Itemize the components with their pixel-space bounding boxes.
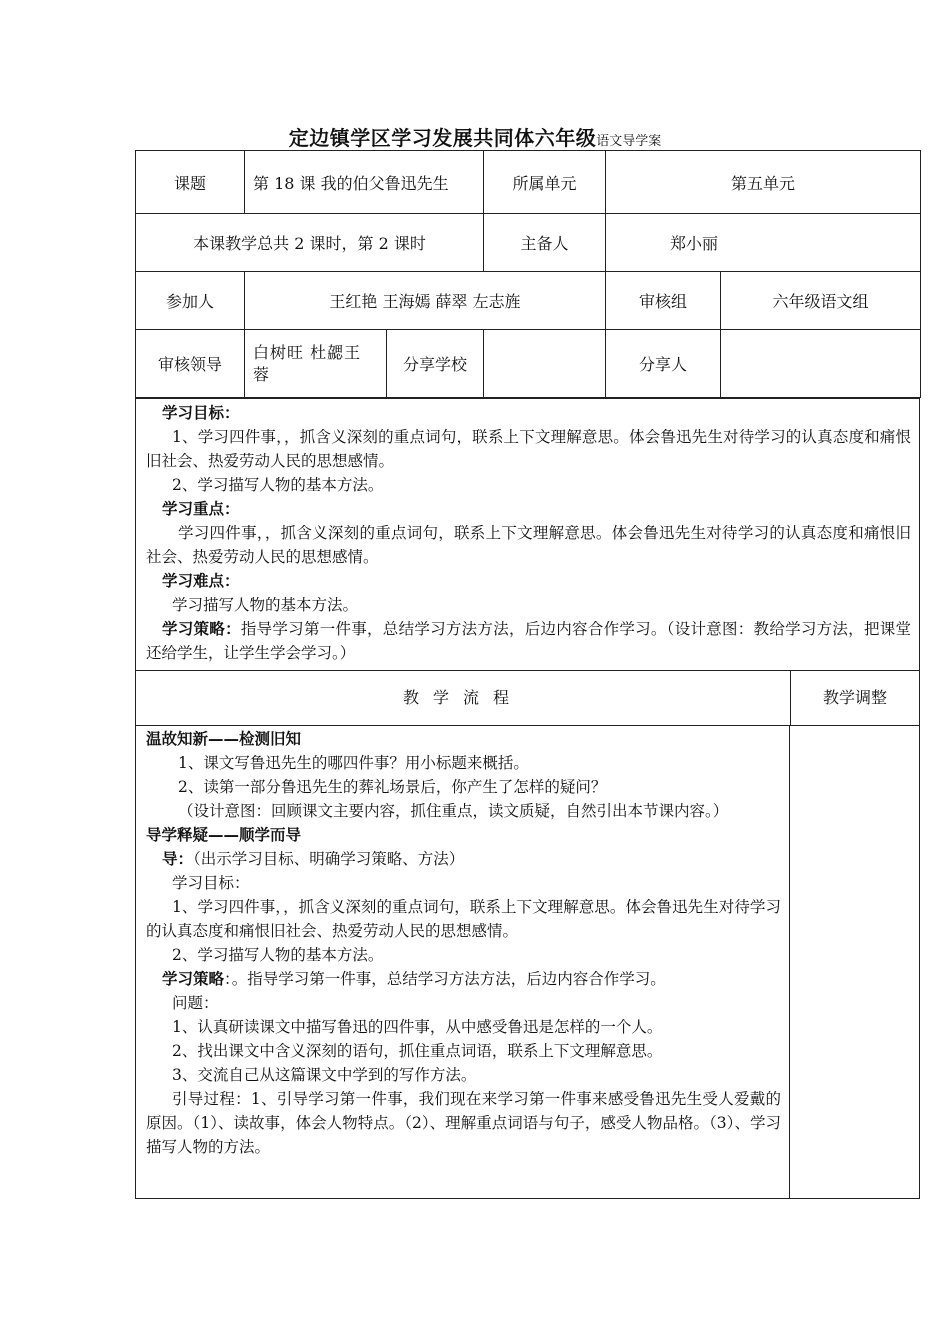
guide-label: 导： <box>162 850 194 868</box>
key-heading: 学习重点 <box>162 500 225 518</box>
goal-1: 1、学习四件事，，抓含义深刻的重点词句，联系上下文理解意思。体会鲁迅先生对待学习的认真态度和痛恨旧社会、热爱劳动人民的思想感情。 <box>146 428 911 470</box>
share-person-value <box>721 330 921 398</box>
flow-header-right: 教学调整 <box>822 688 887 707</box>
flow-goal-1: 1、学习四件事，，抓含义深刻的重点词句，联系上下文理解意思。体会鲁迅先生对待学习的认真态度和痛恨旧社会、热爱劳动人民的思想感情。 <box>146 898 781 940</box>
lead-label: 主备人 <box>484 214 606 272</box>
flow-strategy-text: ：。指导学习第一件事，总结学习方法方法，后边内容合作学习。 <box>224 970 666 988</box>
flow-header-left: 教学流程 <box>136 671 791 725</box>
review-leader-value: 白树旺 杜勰王蓉 <box>245 330 387 398</box>
goal-2: 2、学习描写人物的基本方法。 <box>172 476 384 494</box>
participants-value: 王红艳 王海嫣 薛翠 左志旌 <box>245 272 606 330</box>
review-2: 2、读第一部分鲁迅先生的葬礼场景后，你产生了怎样的疑问？ <box>178 778 607 796</box>
strategy-text: 指导学习第一件事，总结学习方法方法，后边内容合作学习。（设计意图：教给学习方法，把课堂还给学生，让学生学会学习。） <box>146 620 911 662</box>
flow-content <box>136 726 790 1198</box>
topic-label: 课题 <box>136 151 245 214</box>
goals-section: 学习目标： 1、学习四件事，，抓含义深刻的重点词句，联系上下文理解意思。体会鲁迅先生对待学习的认真态度和痛恨旧社会、热爱劳动人民的思想感情。 2、学习描写人物的基本方法。 学习重点： 学习四件事，，抓含义深刻的重点词句，联系上下文理解意思。体会鲁迅先生对待学习的认真态度和痛恨旧社会、热爱劳动人民的思想感情。 学习难点： 学习描写人物的基本方法。 学习策略：指导学习第一件事，总结学习方法方法，后边内容合作学习。（设计意图：教给学习方法，把课堂还给学生，让学生学会学习。） <box>135 398 920 671</box>
participants-label: 参加人 <box>136 272 245 330</box>
title-main: 定边镇学区学习发展共同体六年级 <box>288 126 597 150</box>
question-3: 3、交流自己从这篇课文中学到的写作方法。 <box>172 1066 477 1084</box>
guide-text: （出示学习目标、明确学习策略、方法） <box>193 850 465 868</box>
review-group-label: 审核组 <box>606 272 721 330</box>
flow-strategy-heading: 学习策略 <box>162 970 225 988</box>
share-person-label: 分享人 <box>606 330 721 398</box>
question-1: 1、认真研读课文中描写鲁迅的四件事，从中感受鲁迅是怎样的一个人。 <box>172 1018 663 1036</box>
guide-heading: 导学释疑——顺学而导 <box>146 826 302 844</box>
flow-header <box>135 670 920 726</box>
review-group-value: 六年级语文组 <box>721 272 921 330</box>
key-text: 学习四件事，，抓含义深刻的重点词句，联系上下文理解意思。体会鲁迅先生对待学习的认真态度和痛恨旧社会、热爱劳动人民的思想感情。 <box>146 524 911 566</box>
flow-goal-heading: 学习目标： <box>172 874 250 892</box>
unit-value: 第五单元 <box>606 151 921 214</box>
process-text: 引导过程：1、引导学习第一件事，我们现在来学习第一件事来感受鲁迅先生受人爱戴的原因。（1）、读故事，体会人物特点。（2）、理解重点词语与句子，感受人物品格。（3）、学习描写人物的方法。 <box>146 1090 781 1156</box>
flow-goal-2: 2、学习描写人物的基本方法。 <box>172 946 384 964</box>
adjust-column <box>790 726 919 1198</box>
question-heading: 问题： <box>172 994 219 1012</box>
flow-section <box>135 725 920 1199</box>
review-note: （设计意图：回顾课文主要内容，抓住重点，读文质疑，自然引出本节课内容。） <box>178 802 729 820</box>
title-sub: 语文导学案 <box>596 134 662 149</box>
share-school-value <box>484 330 606 398</box>
review-heading: 温故知新——检测旧知 <box>146 730 302 748</box>
goal-heading: 学习目标 <box>162 404 225 422</box>
question-2: 2、找出课文中含义深刻的语句，抓住重点词语，联系上下文理解意思。 <box>172 1042 663 1060</box>
strategy-heading: 学习策略 <box>162 620 226 638</box>
difficulty-text: 学习描写人物的基本方法。 <box>172 596 359 614</box>
difficulty-heading: 学习难点 <box>162 572 225 590</box>
topic-value: 第 18 课 我的伯父鲁迅先生 <box>245 151 484 214</box>
header-table <box>135 150 921 398</box>
lead-value: 郑小丽 <box>606 214 921 272</box>
share-school-label: 分享学校 <box>387 330 484 398</box>
review-leader-label: 审核领导 <box>136 330 245 398</box>
periods-info: 本课教学总共 2 课时，第 2 课时 <box>136 214 484 272</box>
review-1: 1、课文写鲁迅先生的哪四件事？用小标题来概括。 <box>178 754 529 772</box>
unit-label: 所属单元 <box>484 151 606 214</box>
